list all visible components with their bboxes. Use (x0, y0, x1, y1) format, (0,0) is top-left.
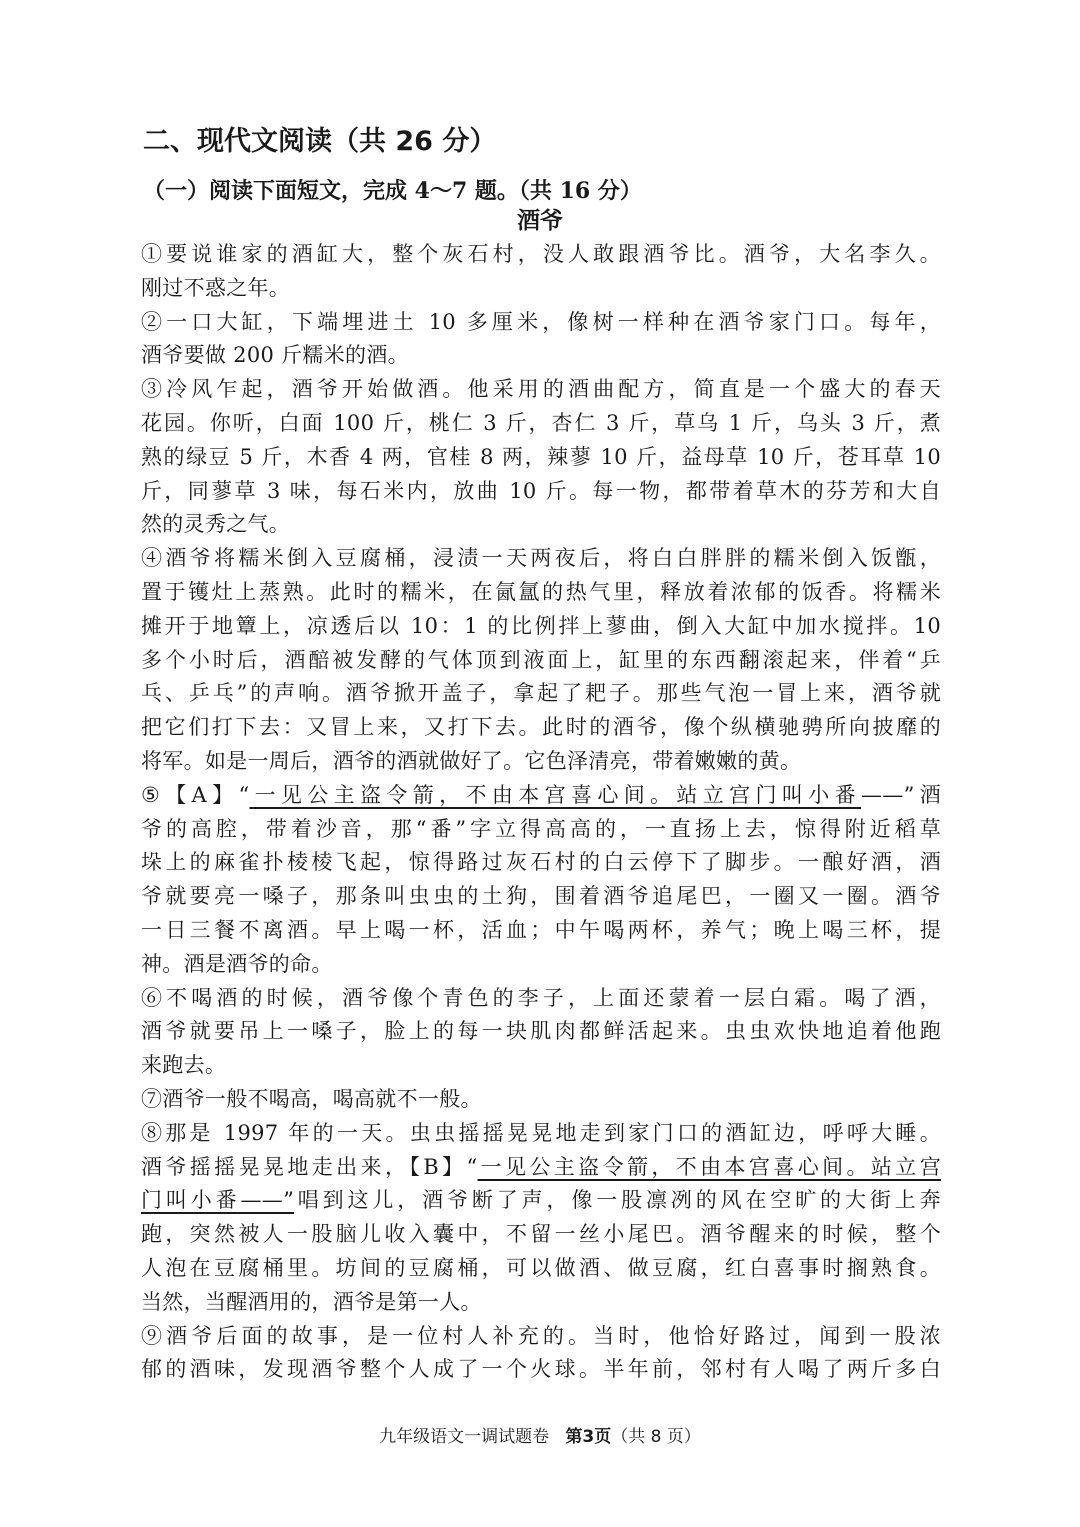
footer-page-number: 第3页 (565, 1427, 612, 1447)
line-text: 刚过不惑之年。 (141, 275, 291, 300)
line-text: 把它们打下去：又冒上来，又打下去。此时的酒爷，像个纵横驰骋所向披靡的 (141, 715, 941, 740)
article-line (141, 1353, 941, 1387)
article-line (141, 1117, 941, 1151)
line-text: 爷就要亮一嗓子，那条叫虫虫的土狗，围着酒爷追尾巴，一圈又一圈。酒爷 (141, 884, 941, 909)
article-line (141, 677, 941, 711)
line-text: ①要说谁家的酒缸大，整个灰石村，没人敢跟酒爷比。酒爷，大名李久。 (141, 242, 941, 266)
article-line (141, 475, 941, 509)
line-text: 摊开于地簟上，凉透后以 10：1 的比例拌上蓼曲，倒入大缸中加水搅拌。10 (141, 613, 941, 638)
article-line (141, 813, 941, 847)
line-text: ⑧那是 1997 年的一天。虫虫摇摇晃晃地走到家门口的酒缸边，呼呼大睡。 (141, 1120, 941, 1145)
line-text: 熟的绿豆 5 斤，木香 4 两，官桂 8 两，辣蓼 10 斤，益母草 10 斤，苍耳草 10 (141, 444, 941, 469)
article-line (141, 1083, 941, 1117)
article-line (141, 339, 941, 373)
line-text: 垛上的麻雀扑棱棱飞起，惊得路过灰石村的白云停下了脚步。一酿好酒，酒 (141, 850, 941, 875)
article-line (141, 508, 941, 542)
article-line (141, 542, 941, 576)
line-text: 置于镬灶上蒸熟。此时的糯米，在氤氲的热气里，释放着浓郁的饭香。将糯米 (141, 579, 941, 604)
line-text: 郁的酒味，发现酒爷整个人成了一个火球。半年前，邻村有人喝了两斤多白 (141, 1357, 941, 1382)
article-line (141, 644, 941, 678)
article-line (141, 880, 941, 914)
article-title: 酒爷 (517, 207, 563, 234)
line-text: 乓、乒乓”的声响。酒爷掀开盖子，拿起了耙子。那些气泡一冒上来，酒爷就 (141, 681, 941, 706)
line-text: 酒爷摇摇晃晃地走出来，【B】“ (141, 1154, 478, 1179)
article-line (141, 1218, 941, 1252)
line-text: ⑦酒爷一般不喝高，喝高就不一般。 (141, 1086, 482, 1111)
article-line (141, 610, 941, 644)
article-line (141, 1151, 941, 1185)
article-line (141, 745, 941, 779)
article-body (141, 238, 941, 1387)
article-line (141, 914, 941, 948)
footer-exam-name: 九年级语文一调试题卷 (379, 1427, 550, 1447)
line-text: ⑥不喝酒的时候，酒爷像个青色的李子，上面还蒙着一层白霜。喝了酒， (141, 985, 941, 1010)
underlined-text: 门叫小番——” (141, 1188, 295, 1213)
line-text: ⑤【A】“ (141, 782, 250, 807)
line-text: 跑，突然被人一股脑儿收入囊中，不留一丝小尾巴。酒爷醒来的时候，整个 (141, 1222, 941, 1247)
subsection-title: （一）阅读下面短文，完成 4～7 题。（共 16 分） (143, 178, 642, 204)
line-text: 一日三餐不离酒。早上喝一杯，活血；中午喝两杯，养气；晚上喝三杯，提 (141, 917, 941, 942)
article-line (141, 1015, 941, 1049)
line-text: ⑨酒爷后面的故事，是一位村人补充的。当时，他恰好路过，闻到一股浓 (141, 1323, 941, 1348)
line-text: 多个小时后，酒醅被发酵的气体顶到液面上，缸里的东西翻滚起来，伴着“乒 (141, 647, 941, 672)
article-line (141, 1320, 941, 1354)
underlined-text: 一见公主盗令箭，不由本宫喜心间。站立宫 (477, 1154, 941, 1179)
article-line (141, 576, 941, 610)
page-footer (0, 1422, 1080, 1452)
line-text: ②一口大缸，下端埋进土 10 多厘米，像树一样种在酒爷家门口。每年， (141, 309, 941, 334)
article-line (141, 407, 941, 441)
footer-page-total: （共 8 页） (611, 1427, 701, 1447)
article-line (141, 1049, 941, 1083)
article-line (141, 1286, 941, 1320)
line-text: 花园。你听，白面 100 斤，桃仁 3 斤，杏仁 3 斤，草乌 1 斤，乌头 3 斤，煮 (141, 410, 941, 435)
line-text: 然的灵秀之气。 (141, 512, 291, 537)
line-text: 将军。如是一周后，酒爷的酒就做好了。它色泽清亮，带着嫩嫩的黄。 (141, 748, 802, 773)
article-line (141, 948, 941, 982)
line-text: 酒爷要做 200 斤糯米的酒。 (141, 343, 409, 368)
article-line (141, 441, 941, 475)
article-line (141, 373, 941, 407)
line-text: ④酒爷将糯米倒入豆腐桶，浸渍一天两夜后，将白白胖胖的糯米倒入饭甑， (141, 546, 941, 571)
line-text: 唱到这儿，酒爷断了声，像一股凛冽的风在空旷的大街上奔 (294, 1188, 941, 1213)
article-line (141, 238, 941, 272)
section-title: 二、现代文阅读（共 26 分） (143, 126, 497, 157)
underlined-text: 一见公主盗令箭，不由本宫喜心间。站立宫门叫小番 (249, 782, 861, 807)
line-text: 爷的高腔，带着沙音，那“番”字立得高高的，一直扬上去，惊得附近稻草 (141, 816, 941, 841)
line-text: 神。酒是酒爷的命。 (141, 951, 333, 976)
article-line (141, 779, 941, 813)
article-line (141, 982, 941, 1016)
line-text: 来跑去。 (141, 1053, 227, 1078)
line-text: 人泡在豆腐桶里。坊间的豆腐桶，可以做酒、做豆腐，红白喜事时搁熟食。 (141, 1255, 941, 1280)
line-text: 酒爷就要吊上一嗓子，脸上的每一块肌肉都鲜活起来。虫虫欢快地追着他跑 (141, 1019, 941, 1044)
article-line (141, 1184, 941, 1218)
article-line (141, 272, 941, 306)
line-text: ——”酒 (861, 782, 941, 807)
article-line (141, 306, 941, 340)
article-line (141, 846, 941, 880)
line-text: 斤，同蓼草 3 味，每石米内，放曲 10 斤。每一物，都带着草木的芬芳和大自 (141, 478, 941, 503)
line-text: ③冷风乍起，酒爷开始做酒。他采用的酒曲配方，简直是一个盛大的春天 (141, 377, 941, 402)
line-text: 当然，当醒酒用的，酒爷是第一人。 (141, 1289, 482, 1314)
article-line (141, 1252, 941, 1286)
article-line (141, 711, 941, 745)
